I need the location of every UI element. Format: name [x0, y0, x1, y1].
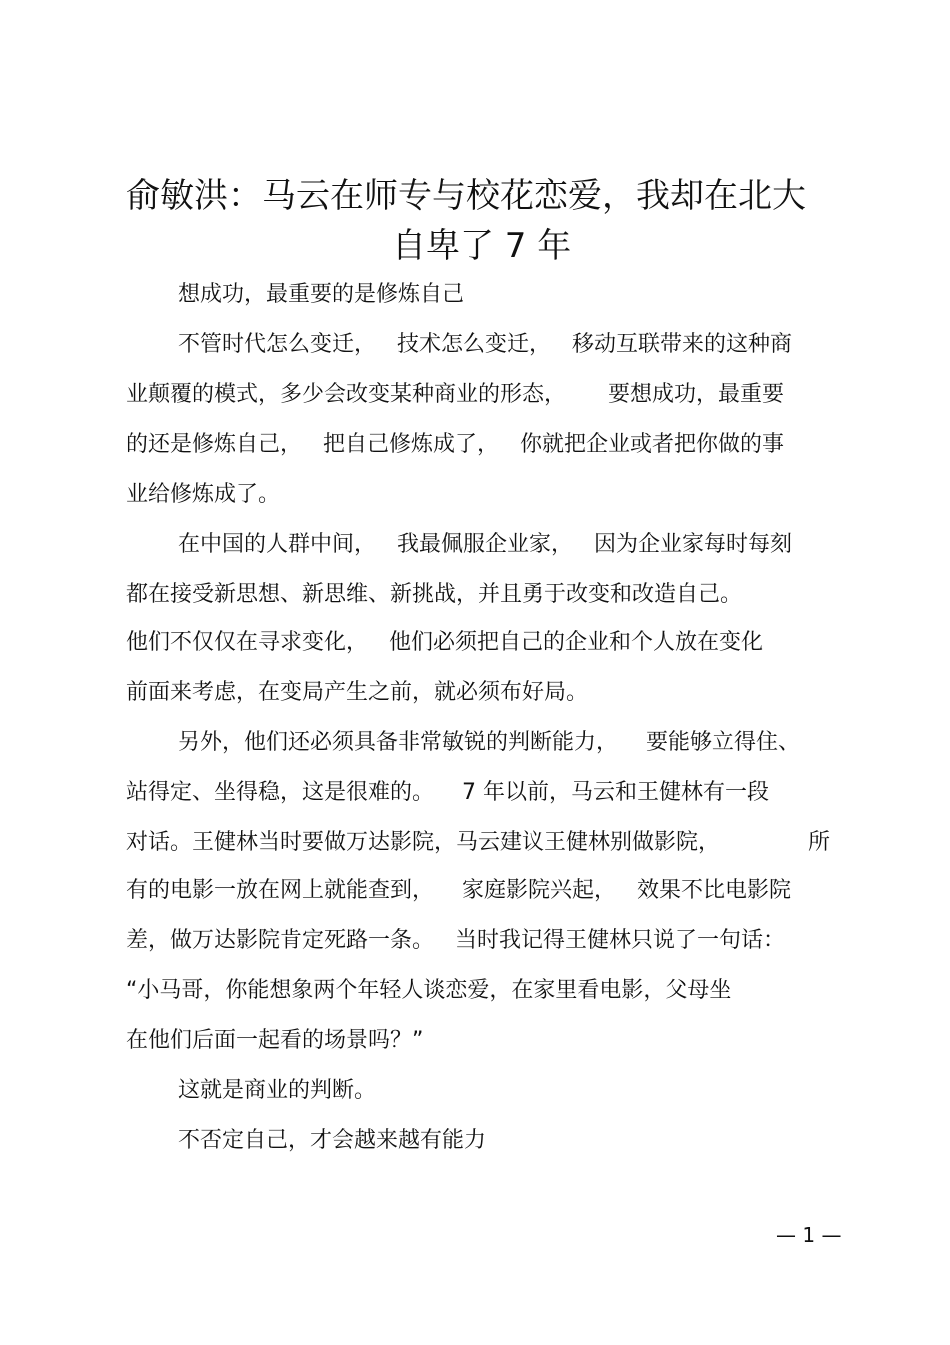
paragraph-line: 有的电影一放在网上就能查到， 家庭影院兴起， 效果不比电影院	[126, 878, 791, 903]
paragraph-line-tail: 所	[808, 830, 831, 855]
paragraph-line: 这就是商业的判断。	[178, 1078, 377, 1103]
page-number: — 1 —	[776, 1223, 842, 1247]
section-heading: 想成功，最重要的是修炼自己	[178, 282, 465, 307]
paragraph-line: 业颠覆的模式，多少会改变某种商业的形态， 要想成功，最重要	[126, 382, 784, 407]
paragraph-line: 在中国的人群中间， 我最佩服企业家， 因为企业家每时每刻	[178, 532, 792, 557]
paragraph-line: 业给修炼成了。	[126, 482, 281, 507]
paragraph-line: 的还是修炼自己， 把自己修炼成了， 你就把企业或者把你做的事	[126, 432, 784, 457]
quote-line: “小马哥，你能想象两个年轻人谈恋爱，在家里看电影，父母坐	[126, 978, 732, 1003]
section-heading: 不否定自己，才会越来越有能力	[178, 1128, 487, 1153]
paragraph-line: 站得定、坐得稳，这是很难的。 7 年以前，马云和王健林有一段	[126, 780, 769, 805]
paragraph-line: 都在接受新思想、新思维、新挑战，并且勇于改变和改造自己。	[126, 582, 743, 607]
paragraph-line: 前面来考虑，在变局产生之前，就必须布好局。	[126, 680, 589, 705]
title-line-2: 自卑了 7 年	[392, 226, 572, 266]
paragraph-line: 不管时代怎么变迁， 技术怎么变迁， 移动互联带来的这种商	[178, 332, 792, 357]
paragraph-line: 他们不仅仅在寻求变化， 他们必须把自己的企业和个人放在变化	[126, 630, 763, 655]
paragraph-line: 差，做万达影院肯定死路一条。 当时我记得王健林只说了一句话：	[126, 928, 785, 953]
title-line-1: 俞敏洪：马云在师专与校花恋爱，我却在北大	[126, 176, 806, 216]
paragraph-line: 对话。王健林当时要做万达影院，马云建议王健林别做影院，	[126, 830, 721, 855]
paragraph-line: 另外，他们还必须具备非常敏锐的判断能力， 要能够立得住、	[178, 730, 800, 755]
quote-line: 在他们后面一起看的场景吗？”	[126, 1028, 424, 1053]
